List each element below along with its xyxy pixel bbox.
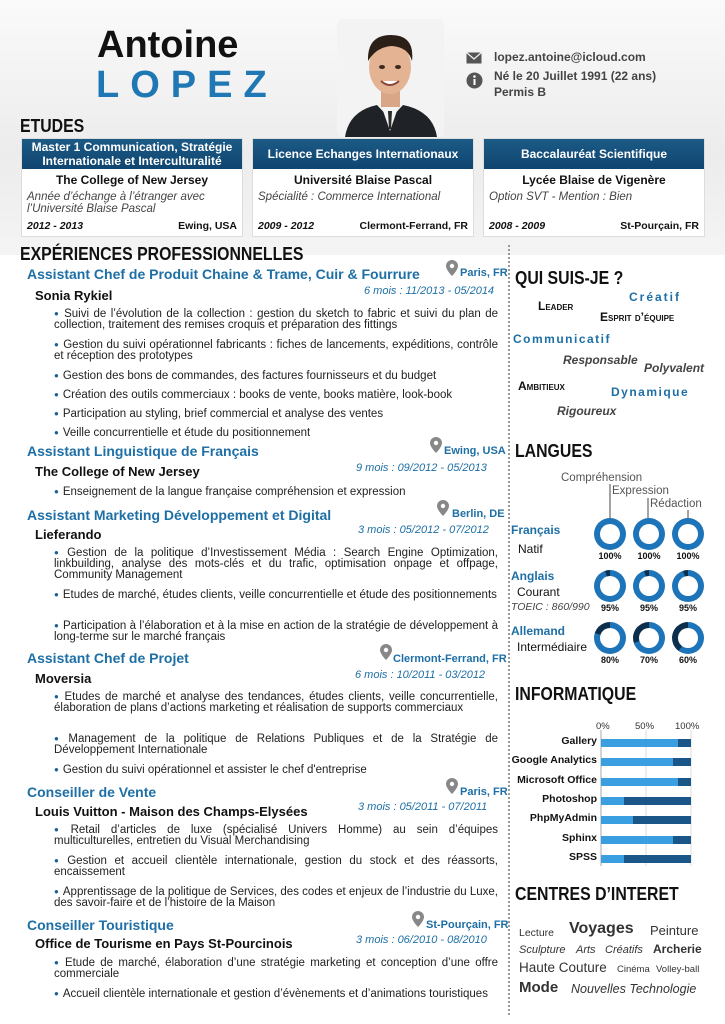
skill-name: Sphinx	[561, 831, 597, 844]
language-name: Allemand	[511, 624, 566, 638]
quality-word: Polyvalent	[644, 361, 705, 375]
job-bullet: ● Veille concurrentielle et étude du positionnement	[54, 428, 498, 439]
language-note: TOEIC : 860/990	[511, 601, 590, 613]
job-title: Assistant Linguistique de Français	[27, 443, 259, 459]
education-school: Université Blaise Pascal	[293, 173, 433, 187]
section-title-interets: CENTRES D’INTERET	[515, 884, 679, 904]
job-bullet: ● Etudes de marché et analyse des tendances, études clients, veille concurrentielle, élaboration de plans d’actions marketing et réalisation de supports commerciaux	[54, 692, 498, 714]
language-donut	[672, 518, 704, 550]
job-dates: 3 mois : 05/2012 - 07/2012	[358, 524, 489, 536]
education-degree: Master 1 Communication, Stratégie Internationale et Interculturalité	[22, 139, 242, 169]
language-header: Compréhension	[561, 472, 643, 484]
location-pin-icon	[446, 260, 458, 276]
job-dates: 6 mois : 10/2011 - 03/2012	[355, 669, 486, 681]
education-degree: Baccalauréat Scientifique	[484, 139, 704, 169]
skill-name: Google Analytics	[511, 754, 597, 767]
interest-word: Peinture	[650, 923, 699, 938]
education-detail: Option SVT - Mention : Bien	[489, 191, 633, 203]
job-bullet: ● Apprentissage de la politique de Services, des codes et enjeux de l’industrie du Luxe, des savoir-faire et de l’histoire de la Maison	[54, 887, 498, 909]
language-donut	[633, 570, 665, 602]
job-company: Louis Vuitton - Maison des Champs-Elysées	[35, 804, 308, 819]
language-header: Rédaction	[650, 498, 702, 510]
interest-word: Archerie	[653, 942, 702, 956]
profile-photo	[337, 19, 444, 137]
skill-bar	[601, 797, 691, 805]
skill-scale-label: 100%	[675, 721, 700, 732]
location-pin-icon	[437, 500, 449, 516]
language-donut	[594, 622, 626, 654]
section-title-informatique: INFORMATIQUE	[515, 684, 637, 704]
interest-word: Voyages	[569, 920, 634, 937]
quality-word: Communicatif	[513, 332, 612, 346]
job-bullet: ● Etudes de marché, études clients, veille concurrentielle et étude des positionnements	[54, 590, 498, 601]
quality-word: Ambitieux	[518, 379, 565, 393]
job-bullet: ● Management de la politique de Relations Publiques et de la Stratégie de Développement Internationale	[54, 734, 498, 756]
language-percent: 95%	[639, 603, 658, 613]
language-donut	[633, 518, 665, 550]
section-title-etudes: ETUDES	[20, 116, 85, 136]
interest-word: Cinéma	[617, 964, 650, 975]
job-bullet: ● Participation à l’élaboration et à la mise en action de la stratégie de développement à long-terme sur le marché français	[54, 621, 498, 643]
skill-name: Microsoft Office	[517, 773, 597, 786]
skill-name: Photoshop	[542, 792, 597, 805]
language-percent: 95%	[600, 603, 619, 613]
education-years: 2009 - 2012	[258, 220, 315, 232]
job-bullet: ● Gestion du suivi opérationnel fabricants : fiches de lancements, expéditions, contrôle et réception des prototypes	[54, 340, 498, 362]
skill-bar-fill	[601, 758, 673, 766]
education-place: Clermont-Ferrand, FR	[359, 220, 468, 232]
skill-bar-fill	[601, 778, 678, 786]
interest-word: Volley-ball	[656, 964, 700, 975]
job-bullet: ● Participation au styling, brief commercial et analyse des ventes	[54, 409, 498, 420]
skill-bar	[601, 855, 691, 863]
language-percent: 60%	[678, 655, 697, 665]
job-bullet: ● Gestion de la politique d’Investissement Média : Search Engine Optimization, linkbuilding, analyse des mots-clés et du trafic, optimisation onpage et offpage, Community Management	[54, 548, 498, 581]
job-dates: 3 mois : 06/2010 - 08/2010	[356, 934, 487, 946]
quality-word: Esprit d’équipe	[600, 310, 675, 324]
job-bullet: ● Accueil clientèle internationale et gestion d’évènements et d’animations touristiques	[54, 989, 498, 1000]
skill-scale-label: 0%	[596, 721, 610, 732]
section-title-qui: QUI SUIS-JE ?	[515, 268, 624, 288]
job-bullet: ● Gestion et accueil clientèle internationale, gestion du stock et des réassorts, encaissement	[54, 856, 498, 878]
language-percent: 95%	[678, 603, 697, 613]
language-level: Natif	[518, 542, 543, 556]
license-text: Permis B	[494, 85, 547, 99]
education-degree: Licence Echanges Internationaux	[253, 139, 473, 169]
interest-word: Mode	[519, 979, 559, 996]
education-place: Ewing, USA	[178, 220, 237, 232]
job-bullet: ● Enseignement de la langue française compréhension et expression	[54, 487, 498, 498]
location-pin-icon	[430, 437, 442, 453]
quality-word: Leader	[538, 299, 574, 313]
job-bullet: ● Etude de marché, élaboration d’une stratégie marketing et conception d’une offre commerciale	[54, 958, 498, 980]
education-detail: Année d’échange à l’étranger avec l’Université Blaise Pascal	[27, 191, 205, 215]
job-company: Lieferando	[35, 527, 102, 542]
education-card	[22, 139, 242, 236]
skill-bar	[601, 836, 691, 844]
interest-word: Sculpture	[519, 944, 566, 956]
education-detail: Spécialité : Commerce International	[258, 191, 441, 203]
skill-name: Gallery	[561, 735, 597, 747]
job-location: Paris, FR	[460, 786, 508, 798]
language-header: Expression	[612, 485, 669, 497]
skill-bar-fill	[601, 816, 633, 824]
education-years: 2012 - 2013	[27, 220, 84, 232]
job-location: Paris, FR	[460, 267, 508, 279]
first-name: Antoine	[97, 24, 239, 66]
education-place: St-Pourçain, FR	[620, 220, 699, 232]
section-title-langues: LANGUES	[515, 441, 593, 461]
skill-name: SPSS	[568, 850, 597, 863]
skill-bar	[601, 739, 691, 747]
job-title: Assistant Chef de Produit Chaine & Trame, Cuir & Fourrure	[27, 266, 420, 282]
language-donut	[594, 518, 626, 550]
job-company: The College of New Jersey	[35, 464, 200, 479]
quality-word: Responsable	[563, 353, 638, 367]
job-bullet: ● Gestion du suivi opérationnel et assister le chef d'entreprise	[54, 765, 498, 776]
education-card	[484, 139, 704, 236]
job-bullet: ● Gestion des bons de commandes, des factures fournisseurs et du budget	[54, 371, 498, 382]
job-title: Conseiller Touristique	[27, 917, 174, 933]
job-bullet: ● Retail d’articles de luxe (spécialisé Univers Homme) au sein d’équipes multiculturelles, entretien du Visual Merchandising	[54, 825, 498, 847]
job-dates: 6 mois : 11/2013 - 05/2014	[364, 285, 495, 297]
job-title: Conseiller de Vente	[27, 784, 157, 800]
job-location: St-Pourçain, FR	[426, 919, 509, 931]
language-donut	[633, 622, 665, 654]
location-pin-icon	[380, 644, 392, 660]
language-level: Courant	[517, 585, 560, 599]
language-name: Français	[511, 523, 561, 537]
envelope-icon	[466, 52, 482, 67]
quality-word: Rigoureux	[557, 404, 617, 418]
language-level: Intermédiaire	[517, 640, 588, 654]
language-percent: 100%	[637, 551, 661, 561]
job-company: Sonia Rykiel	[35, 288, 113, 303]
location-pin-icon	[446, 778, 458, 794]
last-name: LOPEZ	[96, 64, 278, 106]
skill-bar-fill	[601, 797, 624, 805]
language-percent: 80%	[600, 655, 619, 665]
skill-bar	[601, 816, 691, 824]
email-text[interactable]: lopez.antoine@icloud.com	[494, 50, 646, 64]
education-years: 2008 - 2009	[489, 220, 546, 232]
skill-bar	[601, 778, 691, 786]
skill-bar-fill	[601, 836, 673, 844]
job-bullet: ● Création des outils commerciaux : books de vente, books matière, look-book	[54, 390, 498, 401]
quality-word: Créatif	[629, 290, 682, 304]
interest-word: Haute Couture	[519, 960, 607, 975]
skill-scale-label: 50%	[635, 721, 655, 732]
language-donut	[672, 570, 704, 602]
language-percent: 100%	[598, 551, 622, 561]
language-donut	[594, 570, 626, 602]
job-company: Office de Tourisme en Pays St-Pourcinois	[35, 936, 293, 951]
location-pin-icon	[412, 911, 424, 927]
skill-bar-fill	[601, 739, 678, 747]
interest-word: Arts	[576, 944, 596, 956]
skill-name: PhpMyAdmin	[529, 812, 597, 825]
job-company: Moversia	[35, 671, 92, 686]
column-divider	[508, 245, 510, 1015]
interest-word: Nouvelles Technologie	[571, 982, 697, 996]
quality-word: Dynamique	[611, 385, 690, 399]
language-percent: 70%	[639, 655, 658, 665]
birth-text: Né le 20 Juillet 1991 (22 ans)	[494, 69, 657, 83]
job-location: Ewing, USA	[444, 445, 506, 457]
language-percent: 100%	[676, 551, 700, 561]
job-bullet: ● Suivi de l’évolution de la collection : gestion du sketch to fabric et suivi du plan de collection, traitement des remises croquis et préparation des fittings	[54, 309, 498, 331]
job-dates: 9 mois : 09/2012 - 05/2013	[356, 462, 487, 474]
education-school: The College of New Jersey	[55, 173, 209, 187]
contact-block	[466, 48, 656, 101]
education-card	[253, 139, 473, 236]
job-location: Clermont-Ferrand, FR	[393, 653, 507, 665]
section-title-experiences: EXPÉRIENCES PROFESSIONNELLES	[20, 244, 304, 264]
interest-word: Créatifs	[605, 944, 643, 956]
skill-bar	[601, 758, 691, 766]
language-name: Anglais	[511, 569, 555, 583]
skill-bar-fill	[601, 855, 624, 863]
job-title: Assistant Chef de Projet	[27, 650, 189, 666]
interest-word: Lecture	[519, 927, 555, 939]
job-title: Assistant Marketing Développement et Digital	[27, 507, 332, 523]
job-location: Berlin, DE	[452, 508, 505, 520]
language-donut	[672, 622, 704, 654]
education-school: Lycée Blaise de Vigenère	[522, 173, 666, 187]
job-dates: 3 mois : 05/2011 - 07/2011	[358, 801, 488, 813]
